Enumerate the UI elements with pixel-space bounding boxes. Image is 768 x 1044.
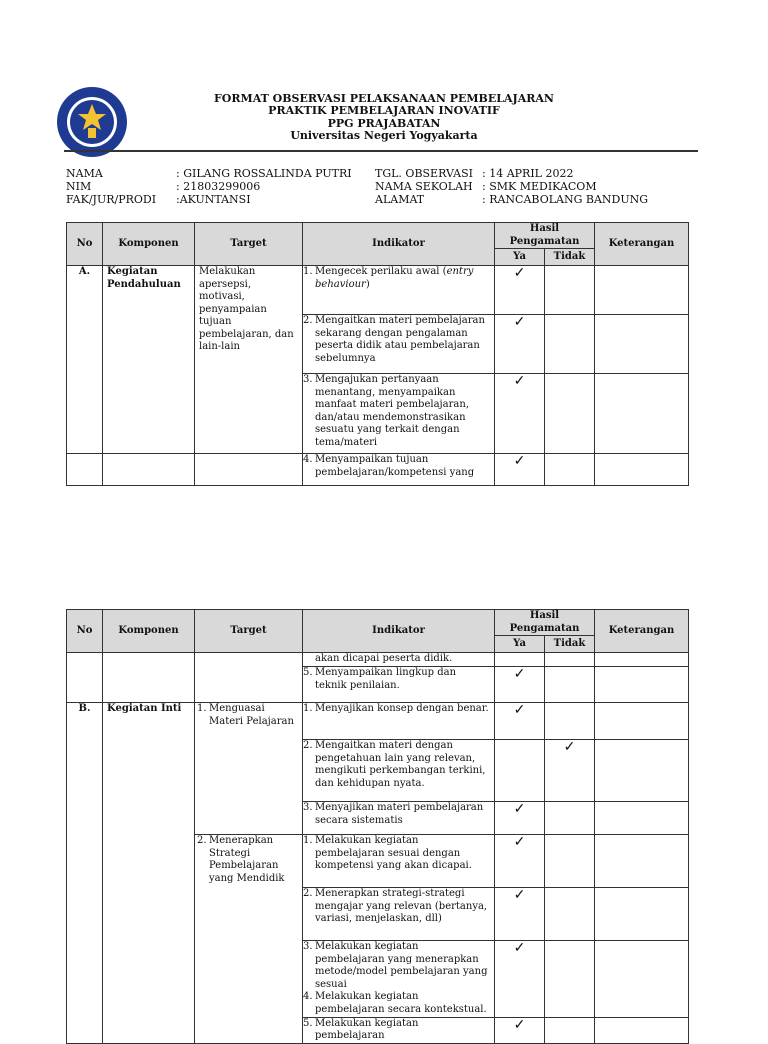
keterangan-cell: [595, 740, 689, 802]
observation-table-1: [66, 222, 689, 486]
header-hasil: Hasil Pengamatan: [495, 610, 595, 636]
indicator-continued: akan dicapai peserta didik.: [303, 653, 495, 667]
empty-cell: [103, 454, 195, 486]
indicator-cell: [303, 835, 495, 888]
check-tidak-cell: [545, 703, 595, 740]
check-tidak-cell: [545, 653, 595, 667]
indicator-text: Menerapkan strategi-strategi mengajar yang relevan (bertanya, variasi, menjelaskan, dll): [315, 888, 488, 924]
check-ya-cell: [495, 740, 545, 802]
indicator-number: 4.: [303, 454, 313, 465]
target-text: Menerapkan Strategi Pembelajaran yang Mendidik: [209, 835, 285, 884]
header-no: No: [67, 223, 103, 266]
keterangan-cell: [595, 266, 689, 315]
check-tidak-cell: [545, 1017, 595, 1043]
doc-title-line-1: FORMAT OBSERVASI PELAKSANAAN PEMBELAJARAN: [214, 92, 554, 105]
indicator-cell: [303, 941, 495, 992]
target-cell: [195, 835, 303, 1044]
indicator-text: Menyampaikan lingkup dan teknik penilaian.: [315, 667, 457, 691]
check-ya-icon: ✓: [495, 1017, 545, 1043]
check-ya-icon: ✓: [495, 703, 545, 740]
info-label-alamat: ALAMAT: [375, 193, 425, 206]
check-ya-icon: ✓: [495, 941, 545, 1018]
info-value-nim: : 21803299006: [176, 180, 261, 193]
header-tidak: Tidak: [545, 636, 595, 653]
indicator-cell: [303, 740, 495, 802]
header-ya: Ya: [495, 636, 545, 653]
check-tidak-cell: [545, 835, 595, 888]
table-row: [67, 703, 689, 740]
doc-title-line-4: Universitas Negeri Yogyakarta: [290, 129, 478, 142]
target-cell: Melakukan apersepsi, motivasi, penyampaian tujuan pembelajaran, dan lain-lain: [195, 266, 303, 454]
empty-cell: [195, 653, 303, 703]
indicator-text: Menyajikan konsep dengan benar.: [315, 703, 489, 714]
indicator-text: Menyajikan materi pembelajaran secara sistematis: [315, 802, 484, 826]
info-label-nim: NIM: [66, 180, 92, 193]
info-value-alamat: : RANCABOLANG BANDUNG: [482, 193, 649, 206]
indicator-cell: [303, 374, 495, 454]
indicator-text: Melakukan kegiatan pembelajaran sesuai dengan kompetensi yang akan dicapai.: [315, 835, 472, 871]
check-ya-icon: ✓: [495, 315, 545, 374]
target-number: 2.: [197, 835, 207, 846]
header-no: No: [67, 610, 103, 653]
header-indikator: Indikator: [303, 610, 495, 653]
empty-cell: [67, 653, 103, 703]
keterangan-cell: [595, 374, 689, 454]
header-target: Target: [195, 610, 303, 653]
indicator-cell: [303, 315, 495, 374]
indicator-number: 5.: [303, 1017, 313, 1029]
doc-title-line-3: PPG PRAJABATAN: [327, 117, 441, 130]
indicator-italic: entry behaviour: [315, 266, 474, 290]
header-keterangan: Keterangan: [595, 223, 689, 266]
indicator-text: Mengecek perilaku awal (: [315, 266, 447, 277]
indicator-number: 2.: [303, 740, 313, 751]
keterangan-cell: [595, 835, 689, 888]
section-no: A.: [67, 266, 103, 454]
indicator-cell: [303, 1017, 495, 1043]
section-name: Kegiatan Inti: [103, 703, 195, 1044]
header-divider: [64, 150, 698, 152]
indicator-text: Mengajukan pertanyaan menantang, menyampaikan manfaat materi pembelajaran, dan/atau mendemonstrasikan sesuatu yang terkait dengan tema/materi: [315, 374, 469, 448]
table-row: [67, 653, 689, 667]
keterangan-cell: [595, 454, 689, 486]
check-ya-icon: ✓: [495, 835, 545, 888]
target-number: 1.: [197, 703, 207, 714]
indicator-cell: [303, 991, 495, 1017]
indicator-cell: [303, 802, 495, 835]
header-indikator: Indikator: [303, 223, 495, 266]
indicator-cell: [303, 703, 495, 740]
empty-cell: [103, 653, 195, 703]
target-cell: [195, 703, 303, 835]
info-value-sekolah: : SMK MEDIKACOM: [482, 180, 597, 193]
indicator-cell: [303, 454, 495, 486]
check-ya-icon: ✓: [495, 374, 545, 454]
info-value-nama: : GILANG ROSSALINDA PUTRI: [176, 167, 352, 180]
indicator-text-after: ): [365, 278, 370, 290]
check-tidak-cell: [545, 802, 595, 835]
header-komponen: Komponen: [103, 223, 195, 266]
indicator-number: 3.: [303, 941, 313, 952]
check-tidak-cell: [545, 266, 595, 315]
keterangan-cell: [595, 941, 689, 1018]
keterangan-cell: [595, 703, 689, 740]
section-name: Kegiatan Pendahuluan: [103, 266, 195, 454]
empty-cell: [67, 454, 103, 486]
table-row: [67, 266, 689, 315]
indicator-number: 1.: [303, 266, 313, 277]
check-tidak-cell: [545, 454, 595, 486]
indicator-number: 5.: [303, 667, 313, 678]
keterangan-cell: [595, 653, 689, 667]
target-text: Menguasai Materi Pelajaran: [209, 703, 294, 727]
keterangan-cell: [595, 315, 689, 374]
check-tidak-cell: [545, 667, 595, 703]
check-ya-icon: ✓: [495, 888, 545, 941]
header-ya: Ya: [495, 249, 545, 266]
indicator-number: 3.: [303, 802, 313, 813]
indicator-text: Melakukan kegiatan pembelajaran secara kontekstual.: [315, 991, 487, 1015]
info-label-tgl: TGL. OBSERVASI: [375, 167, 474, 180]
check-tidak-cell: [545, 888, 595, 941]
header-keterangan: Keterangan: [595, 610, 689, 653]
indicator-number: 2.: [303, 315, 313, 326]
indicator-number: 1.: [303, 703, 313, 714]
indicator-text: Melakukan kegiatan pembelajaran yang menerapkan metode/model pembelajaran yang sesuai: [315, 941, 488, 990]
section-no: B.: [67, 703, 103, 1044]
header-hasil: Hasil Pengamatan: [495, 223, 595, 249]
table-row: [67, 454, 689, 486]
check-ya-icon: ✓: [495, 667, 545, 703]
check-ya-icon: ✓: [495, 454, 545, 486]
check-ya-icon: ✓: [495, 266, 545, 315]
indicator-number: 1.: [303, 835, 313, 846]
indicator-number: 2.: [303, 888, 313, 899]
doc-title-line-2: PRAKTIK PEMBELAJARAN INOVATIF: [268, 104, 500, 117]
check-tidak-cell: [545, 941, 595, 1018]
indicator-text: Mengaitkan materi pembelajaran sekarang dengan pengalaman peserta didik atau pembelajaran sebelumnya: [315, 315, 485, 364]
indicator-cell: [303, 667, 495, 703]
check-tidak-cell: [545, 315, 595, 374]
info-label-prodi: FAK/JUR/PRODI: [66, 193, 157, 206]
info-value-prodi: :AKUNTANSI: [176, 193, 251, 206]
university-logo: [56, 86, 128, 158]
keterangan-cell: [595, 1017, 689, 1043]
info-label-sekolah: NAMA SEKOLAH: [375, 180, 473, 193]
header-tidak: Tidak: [545, 249, 595, 266]
header-target: Target: [195, 223, 303, 266]
keterangan-cell: [595, 802, 689, 835]
check-tidak-cell: [545, 374, 595, 454]
indicator-number: 3.: [303, 374, 313, 385]
check-ya-icon: ✓: [495, 802, 545, 835]
indicator-cell: [303, 266, 495, 315]
empty-cell: [195, 454, 303, 486]
indicator-text: Menyampaikan tujuan pembelajaran/kompetensi yang: [315, 454, 475, 478]
info-label-nama: NAMA: [66, 167, 103, 180]
header-komponen: Komponen: [103, 610, 195, 653]
info-value-tgl: : 14 APRIL 2022: [482, 167, 574, 180]
indicator-text: Melakukan kegiatan pembelajaran: [315, 1017, 419, 1041]
indicator-number: 4.: [303, 991, 313, 1002]
indicator-text: Mengaitkan materi dengan pengetahuan lain yang relevan, mengikuti perkembangan terkini, dan kehidupan nyata.: [315, 740, 486, 789]
keterangan-cell: [595, 667, 689, 703]
indicator-cell: [303, 888, 495, 941]
check-ya-cell: [495, 653, 545, 667]
check-tidak-icon: ✓: [545, 740, 595, 802]
observation-table-2: [66, 609, 689, 1044]
keterangan-cell: [595, 888, 689, 941]
